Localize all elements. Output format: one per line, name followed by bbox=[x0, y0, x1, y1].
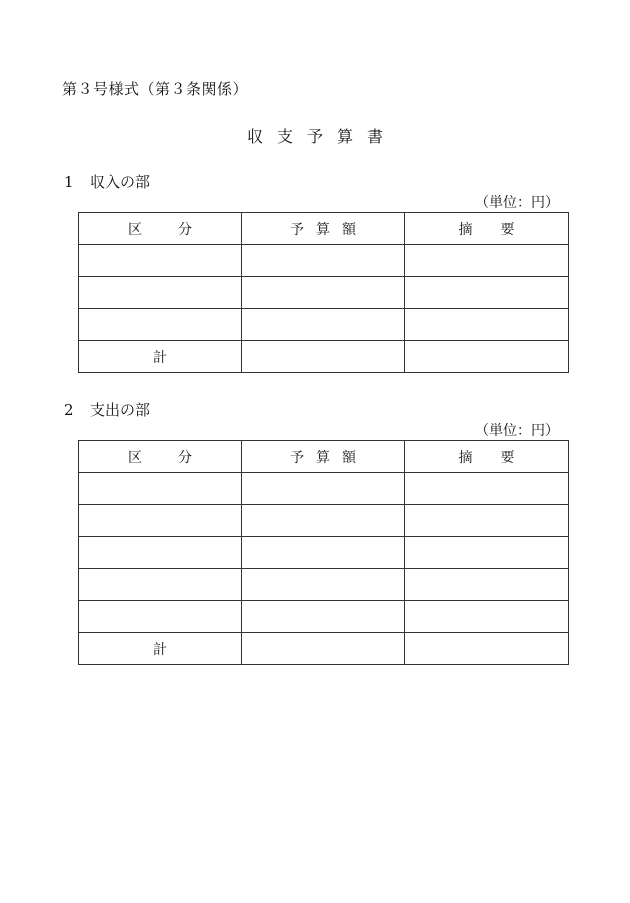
category-cell[interactable] bbox=[79, 569, 242, 601]
budget-amount-cell[interactable] bbox=[242, 473, 405, 505]
income-row bbox=[79, 245, 569, 277]
category-cell[interactable] bbox=[79, 309, 242, 341]
category-cell[interactable] bbox=[79, 245, 242, 277]
total-amount-cell[interactable] bbox=[242, 633, 405, 665]
income-section-title: 収入の部 bbox=[90, 173, 151, 191]
expense-unit-label: （単位：円） bbox=[475, 423, 559, 439]
expense-row bbox=[79, 505, 569, 537]
total-amount-cell[interactable] bbox=[242, 341, 405, 373]
income-table bbox=[78, 212, 569, 373]
income-unit-label: （単位：円） bbox=[475, 195, 559, 211]
column-header-budget-amount: 予算額 bbox=[242, 213, 405, 245]
expense-header-row bbox=[79, 441, 569, 473]
income-section-number: 1 bbox=[64, 173, 74, 191]
expense-row bbox=[79, 569, 569, 601]
category-cell[interactable] bbox=[79, 537, 242, 569]
column-header-category: 区分 bbox=[79, 213, 242, 245]
income-section-heading bbox=[64, 171, 150, 192]
income-row bbox=[79, 277, 569, 309]
expense-row bbox=[79, 473, 569, 505]
budget-amount-cell[interactable] bbox=[242, 537, 405, 569]
expense-section-title: 支出の部 bbox=[90, 401, 151, 419]
summary-cell[interactable] bbox=[405, 505, 569, 537]
expense-row bbox=[79, 601, 569, 633]
budget-amount-cell[interactable] bbox=[242, 601, 405, 633]
expense-section-number: 2 bbox=[64, 401, 74, 419]
summary-cell[interactable] bbox=[405, 601, 569, 633]
summary-cell[interactable] bbox=[405, 569, 569, 601]
summary-cell[interactable] bbox=[405, 245, 569, 277]
income-row bbox=[79, 309, 569, 341]
expense-table bbox=[78, 440, 569, 665]
category-cell[interactable] bbox=[79, 473, 242, 505]
summary-cell[interactable] bbox=[405, 537, 569, 569]
budget-amount-cell[interactable] bbox=[242, 505, 405, 537]
expense-total-row bbox=[79, 633, 569, 665]
column-header-budget-amount: 予算額 bbox=[242, 441, 405, 473]
category-cell[interactable] bbox=[79, 505, 242, 537]
total-summary-cell[interactable] bbox=[405, 341, 569, 373]
income-header-row bbox=[79, 213, 569, 245]
summary-cell[interactable] bbox=[405, 277, 569, 309]
category-cell[interactable] bbox=[79, 601, 242, 633]
column-header-summary: 摘要 bbox=[405, 441, 569, 473]
budget-amount-cell[interactable] bbox=[242, 309, 405, 341]
column-header-category: 区分 bbox=[79, 441, 242, 473]
income-total-row bbox=[79, 341, 569, 373]
budget-amount-cell[interactable] bbox=[242, 277, 405, 309]
expense-row bbox=[79, 537, 569, 569]
total-label: 計 bbox=[79, 633, 242, 665]
summary-cell[interactable] bbox=[405, 309, 569, 341]
document-title: 収支予算書 bbox=[246, 127, 397, 146]
budget-amount-cell[interactable] bbox=[242, 569, 405, 601]
total-summary-cell[interactable] bbox=[405, 633, 569, 665]
category-cell[interactable] bbox=[79, 277, 242, 309]
column-header-summary: 摘要 bbox=[405, 213, 569, 245]
total-label: 計 bbox=[79, 341, 242, 373]
expense-section-heading bbox=[64, 399, 150, 420]
summary-cell[interactable] bbox=[405, 473, 569, 505]
form-label: 第３号様式（第３条関係） bbox=[62, 80, 249, 98]
budget-amount-cell[interactable] bbox=[242, 245, 405, 277]
